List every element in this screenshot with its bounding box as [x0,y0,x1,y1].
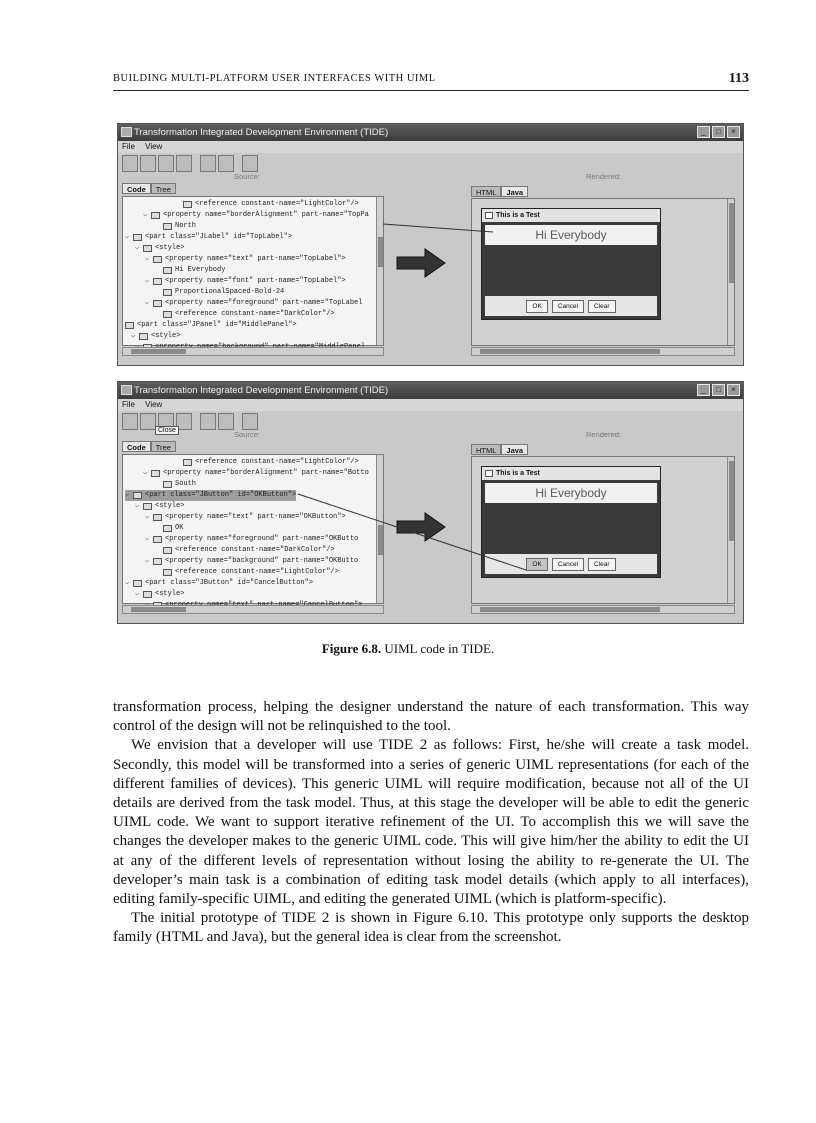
tab-tree[interactable]: Tree [151,441,176,452]
tab-code[interactable]: Code [122,441,151,452]
tree-line[interactable]: South [163,479,196,490]
source-label: Source: [234,172,260,181]
tree-line[interactable]: ⌵ <property name="text" part-name="TopLabel"> [145,255,346,263]
link-line [118,382,745,625]
dialog-titlebar: This is a Test [482,467,660,480]
ok-button[interactable]: OK [526,558,547,571]
menu-view[interactable]: View [145,400,163,409]
menu-file[interactable]: File [122,142,135,151]
rendered-label: Rendered: [586,172,622,181]
source-label: Source: [234,430,260,439]
cancel-button[interactable]: Cancel [552,300,584,313]
body-text [113,698,749,948]
tree-line[interactable]: ⌵ <style> [135,590,185,598]
tree-line[interactable]: ⌵ <style> [135,502,185,510]
figure-caption-text: UIML code in TIDE. [384,641,495,656]
tab-java[interactable]: Java [501,186,528,197]
clear-button[interactable]: Clear [588,558,616,571]
tab-html[interactable]: HTML [471,444,501,455]
running-head [113,71,749,91]
tab-tree[interactable]: Tree [151,183,176,194]
link-line [118,124,745,367]
hi-everybody-label: Hi Everybody [485,225,657,245]
clear-button[interactable]: Clear [588,300,616,313]
maximize-icon[interactable]: □ [712,126,725,138]
rendered-label: Rendered: [586,430,622,439]
tab-java[interactable]: Java [501,444,528,455]
tree-line[interactable]: <reference constant-name="DarkColor"/> [163,309,335,320]
cancel-button[interactable]: Cancel [552,558,584,571]
tide-screenshot-1 [117,123,744,366]
window-title: Transformation Integrated Development Environment (TIDE) [134,385,389,396]
tree-line[interactable]: ⌵ <style> [135,244,185,252]
minimize-icon[interactable]: _ [697,126,710,138]
tree-line[interactable]: <reference constant-name="LightColor"/> [163,567,339,578]
tree-line[interactable]: ⌵ <property name="text" part-name="OKButton"> [145,513,346,521]
tree-line[interactable]: <part class="JPanel" id="MiddlePanel"> [125,320,297,331]
tree-line-selected[interactable]: ⌵ <part class="JButton" id="OKButton"> [125,491,297,499]
menu-file[interactable]: File [122,400,135,409]
tree-line[interactable]: North [163,221,196,232]
running-head-title: BUILDING MULTI-PLATFORM USER INTERFACES WITH UIML [113,73,436,84]
window-title: Transformation Integrated Development Environment (TIDE) [134,127,389,138]
paragraph: We envision that a developer will use TIDE 2 as follows: First, he/she will create a task model. Secondly, this model will be transformed into a series of generic UIML representations (for each of the different families of devices). This generic UIML will require modification, because not all of the UI details are derived from the task model. Thus, at this stage the developer will be able to edit the generic UIML code. We want to support iterative refinement of the UI. To accomplish this we will save the changes the developer makes to the generic UIML code. This will give him/her the ability to edit the UI at any of the different levels of representation without losing the ability to re-generate the UI. The developer’s main task is a combination of editing task model details (which apply to all interfaces), editing family-specific UIML, and editing the generated UIML (which is platform-specific). [113,737,749,908]
ok-button[interactable]: OK [526,300,547,313]
tree-line[interactable]: <reference constant-name="LightColor"/> [183,199,359,210]
tree-line[interactable]: <reference constant-name="LightColor"/> [183,457,359,468]
tree-line[interactable]: ⌵ <property name="foreground" part-name="OKButto [145,535,359,543]
tree-line[interactable]: Hi Everybody [163,265,225,276]
close-icon[interactable]: × [727,126,740,138]
tree-line[interactable]: ⌵ <property name="borderAlignment" part-name="Botto [143,469,369,477]
figure-label: Figure 6.8. [321,641,382,656]
minimize-icon[interactable]: _ [697,384,710,396]
tree-line[interactable]: ⌵ <property name="borderAlignment" part-name="TopPa [143,211,369,219]
paragraph: transformation process, helping the designer understand the nature of each transformation. This way control of the design will not be relinquished to the tool. [113,699,749,735]
paragraph: The initial prototype of TIDE 2 is shown in Figure 6.10. This prototype only supports the desktop family (HTML and Java), but the general idea is clear from the screenshot. [113,910,749,946]
figure-caption [0,641,816,657]
menu-view[interactable]: View [145,142,163,151]
tree-line[interactable]: ⌵ <part class="JLabel" id="TopLabel"> [125,233,293,241]
tab-html[interactable]: HTML [471,186,501,197]
hi-everybody-label: Hi Everybody [485,483,657,503]
tree-line[interactable]: <reference constant-name="DarkColor"/> [163,545,335,556]
dialog-titlebar: This is a Test [482,209,660,222]
tree-line[interactable]: ⌵ <property name="foreground" part-name="TopLabel [145,299,363,307]
tree-line[interactable]: ⌵ <part class="JButton" id="CancelButton"> [125,579,314,587]
tree-line[interactable]: ⌵ <style> [131,332,181,340]
tree-line[interactable]: ⌵ <property name="background" part-name="OKButto [145,557,359,565]
tab-code[interactable]: Code [122,183,151,194]
tree-line[interactable]: ProportionalSpaced-Bold-24 [163,287,284,298]
tree-line[interactable]: ⌵ <property name="font" part-name="TopLabel"> [145,277,346,285]
page-number: 113 [728,71,749,86]
close-icon[interactable]: × [727,384,740,396]
maximize-icon[interactable]: □ [712,384,725,396]
tide-screenshot-2 [117,381,744,624]
tree-line[interactable]: OK [163,523,183,534]
close-tooltip: Close [155,426,179,435]
